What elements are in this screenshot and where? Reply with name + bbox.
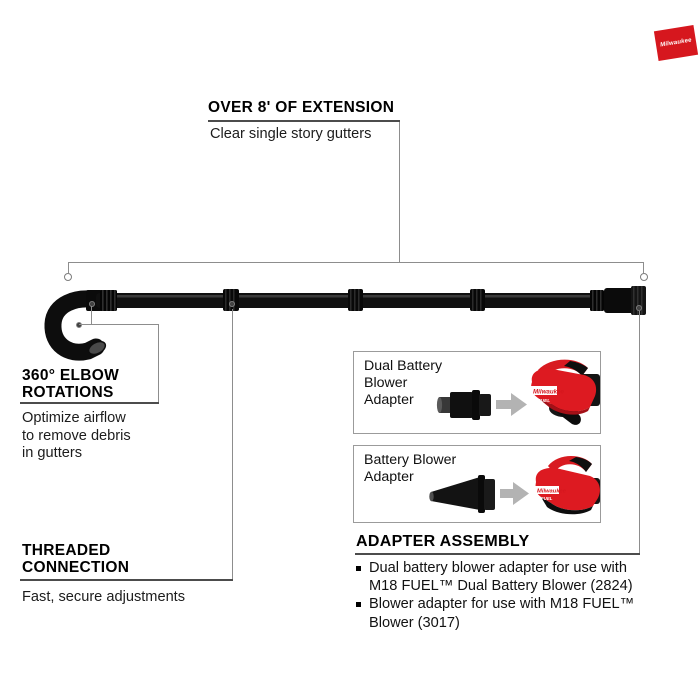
label-line: Blower <box>364 375 408 391</box>
threaded-callout-title <box>22 543 129 576</box>
cone-adapter-part <box>429 475 495 513</box>
bullet-line: Blower adapter for use with M18 FUEL™ <box>369 596 635 613</box>
nozzle-screw <box>636 305 641 310</box>
elbow-callout-line-v1 <box>91 306 92 325</box>
extension-callout-title: OVER 8' OF EXTENSION <box>208 99 395 116</box>
label-line: Battery Blower <box>364 452 457 468</box>
elbow-title-line1: 360° ELBOW <box>22 367 120 384</box>
threaded-title-line2: CONNECTION <box>22 558 130 576</box>
elbow-callout-line-h <box>79 324 159 325</box>
bullet-square-icon <box>356 602 361 607</box>
extension-bracket-line <box>68 262 644 263</box>
threaded-callout-line <box>232 309 233 580</box>
threaded-title-line1: THREADED <box>22 542 111 559</box>
pole-coupling-3 <box>470 289 485 311</box>
elbow-body-line2: to remove debris <box>22 427 131 444</box>
bullet-line: M18 FUEL™ Dual Battery Blower (2824) <box>369 578 633 595</box>
elbow-title-underline <box>20 402 159 404</box>
elbow-body-line3: in gutters <box>22 445 83 461</box>
bullet-line: Blower (3017) <box>369 614 460 631</box>
milwaukee-logo-flag <box>654 25 698 61</box>
milwaukee-logo-text: Milwaukee <box>537 488 566 495</box>
dual-battery-adapter-graphic <box>354 352 600 433</box>
dual-battery-blower-graphic <box>531 360 600 425</box>
bullet-line: Dual battery blower adapter for use with <box>369 560 627 576</box>
elbow-callout-line-v2 <box>158 324 159 404</box>
elbow-callout-body <box>22 410 131 463</box>
label-line: Adapter <box>364 469 414 485</box>
extension-callout-vline <box>399 122 400 263</box>
extension-title-underline <box>208 120 400 122</box>
dual-battery-adapter-part <box>437 390 491 420</box>
elbow-callout-title <box>22 368 119 401</box>
battery-blower-graphic <box>535 456 600 514</box>
adapter-assembly-callout-line <box>639 311 640 554</box>
pole-coupling-2 <box>348 289 363 311</box>
bullet-square-icon <box>356 566 361 571</box>
milwaukee-logo-text: Milwaukee <box>533 388 564 396</box>
arrow-right-icon <box>496 393 527 416</box>
coupling-screw <box>229 301 234 306</box>
fuel-logo-text: FUEL <box>541 496 553 501</box>
elbow-body-line1: Optimize airflow <box>22 410 126 426</box>
battery-blower-adapter-graphic <box>354 446 600 522</box>
battery-blower-adapter-box <box>353 445 601 523</box>
milwaukee-logo-text: Milwaukee <box>659 37 693 49</box>
adapter-assembly-title: ADAPTER ASSEMBLY <box>356 533 530 550</box>
fuel-logo-text: FUEL <box>538 398 550 403</box>
label-line: Adapter <box>364 392 414 408</box>
label-line: Dual Battery <box>364 358 443 374</box>
threaded-callout-body: Fast, secure adjustments <box>22 589 186 605</box>
arrow-right-icon <box>500 482 529 505</box>
pole-coupling-1 <box>223 289 239 311</box>
bullet-item <box>356 559 656 595</box>
adapter-assembly-underline <box>355 553 640 555</box>
pole-rings-left <box>100 290 117 311</box>
elbow-title-line2: ROTATIONS <box>22 383 114 401</box>
dual-battery-adapter-box <box>353 351 601 434</box>
extension-callout-subtitle: Clear single story gutters <box>210 126 372 142</box>
bullet-item <box>356 595 656 631</box>
threaded-title-underline <box>20 579 233 581</box>
adapter-assembly-bullets <box>356 559 656 632</box>
